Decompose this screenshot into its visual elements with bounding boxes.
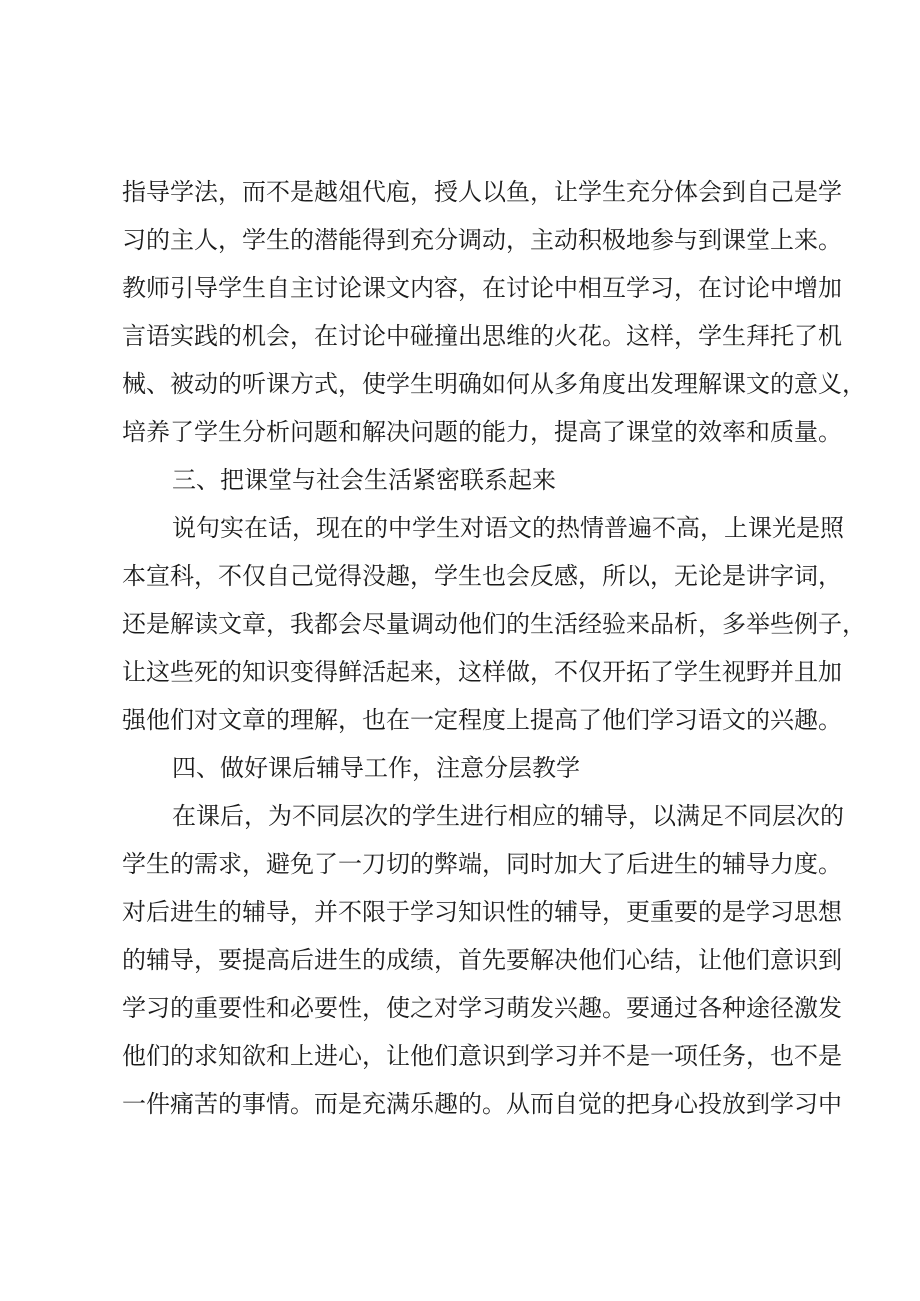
text-line: 说句实在话，现在的中学生对语文的热情普遍不高，上课光是照: [172, 514, 844, 542]
text-line: 强他们对文章的理解，也在一定程度上提高了他们学习语文的兴趣。: [122, 706, 842, 734]
text-line: 学习的重要性和必要性，使之对学习萌发兴趣。要通过各种途径激发: [122, 994, 842, 1022]
text-line: 他们的求知欲和上进心，让他们意识到学习并不是一项任务，也不是: [122, 1042, 842, 1070]
text-line: 对后进生的辅导，并不限于学习知识性的辅导，更重要的是学习思想: [122, 898, 842, 926]
text-line: 指导学法，而不是越俎代庖，授人以鱼，让学生充分体会到自己是学: [122, 178, 842, 206]
text-line: 四、做好课后辅导工作，注意分层教学: [172, 754, 580, 782]
text-line: 本宣科，不仅自己觉得没趣，学生也会反感，所以，无论是讲字词，: [122, 562, 842, 590]
text-line: 培养了学生分析问题和解决问题的能力，提高了课堂的效率和质量。: [122, 418, 842, 446]
text-line: 在课后，为不同层次的学生进行相应的辅导，以满足不同层次的: [172, 802, 844, 830]
text-line: 一件痛苦的事情。而是充满乐趣的。从而自觉的把身心投放到学习中: [122, 1090, 842, 1118]
text-line: 教师引导学生自主讨论课文内容，在讨论中相互学习，在讨论中增加: [122, 274, 842, 302]
text-line: 的辅导，要提高后进生的成绩，首先要解决他们心结，让他们意识到: [122, 946, 842, 974]
text-line: 让这些死的知识变得鲜活起来，这样做，不仅开拓了学生视野并且加: [122, 658, 842, 686]
text-line: 还是解读文章，我都会尽量调动他们的生活经验来品析，多举些例子，: [122, 610, 866, 638]
text-line: 三、把课堂与社会生活紧密联系起来: [172, 466, 556, 494]
text-line: 学生的需求，避免了一刀切的弊端，同时加大了后进生的辅导力度。: [122, 850, 842, 878]
document-body: [122, 168, 866, 1128]
text-line: 习的主人，学生的潜能得到充分调动，主动积极地参与到课堂上来。: [122, 226, 842, 254]
text-line: 言语实践的机会，在讨论中碰撞出思维的火花。这样，学生拜托了机: [122, 322, 842, 350]
text-line: 械、被动的听课方式，使学生明确如何从多角度出发理解课文的意义，: [122, 370, 866, 398]
